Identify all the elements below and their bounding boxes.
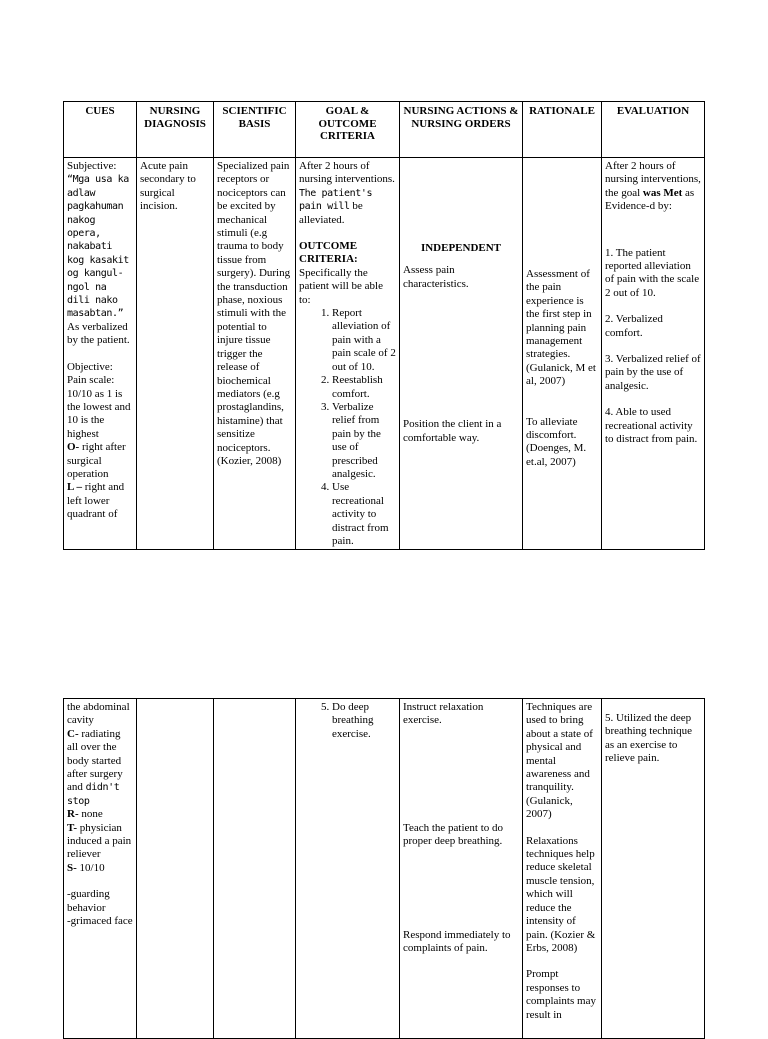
header-row	[64, 102, 705, 158]
verbalized-note: As verbalized by the patient.	[67, 320, 130, 347]
basis-text: Specialized pain receptors or nociceptors can be excited by mechanical stimuli (e.g trauma to body tissue from surgery). During the transduction phase, noxious stimuli with the potential to injure tissue trigger the release of biochemical mediators (e.g prostaglandins, histamine) that sensitize nociceptors. (Kozier, 2008)	[217, 160, 291, 467]
outcome-criteria-label: OUTCOME CRITERIA:	[299, 240, 358, 266]
treatment-value: physician induced a pain reliever	[67, 821, 132, 861]
goal-statement	[299, 187, 396, 227]
rationale-cell-continued	[523, 699, 602, 1039]
outcome-item: 5. Do deep breathing exercise.	[332, 701, 396, 741]
action-teach-deep-breathing: Teach the patient to do proper deep breathing.	[403, 821, 504, 848]
character-label: C-	[67, 727, 79, 740]
basis-cell	[214, 158, 296, 550]
goal-text: The patient's pain will	[299, 187, 373, 213]
location-text	[67, 481, 133, 521]
cues-continuation: the abdominal cavity	[67, 701, 130, 727]
actions-cell-continued	[400, 699, 523, 1039]
action-assess-pain: Assess pain characteristics.	[403, 264, 469, 290]
action-position-client: Position the client in a comfortable way.	[403, 418, 502, 444]
evaluation-item-2: 2. Verbalized comfort.	[605, 313, 663, 339]
treatment-text	[67, 822, 133, 862]
character-text	[67, 728, 133, 808]
severity-value: 10/10	[76, 861, 105, 874]
subjective-label: Subjective:	[67, 160, 117, 172]
rationale-techniques: Techniques are used to bring about a state of physical and mental awareness and tranquility. (Gulanick, 2007)	[526, 701, 593, 821]
outcome-item: 1. Report alleviation of pain with a pain scale of 2 out of 10.	[332, 307, 396, 374]
treatment-label: T-	[67, 821, 77, 834]
cues-cell-continued	[64, 699, 137, 1039]
severity-label: S-	[67, 861, 77, 874]
rationale-alleviate: To alleviate discomfort. (Doenges, M. et.al, 2007)	[526, 415, 587, 468]
action-instruct-relaxation: Instruct relaxation exercise.	[403, 701, 484, 727]
care-plan-table-bottom	[63, 698, 705, 1039]
independent-label: INDEPENDENT	[420, 242, 502, 254]
content-row	[64, 158, 705, 550]
goal-cell	[296, 158, 400, 550]
diagnosis-cell	[137, 158, 214, 550]
outcome-specifically: Specifically the patient will be able to:	[299, 266, 383, 306]
didnt-stop-text: didn't stop	[67, 782, 120, 807]
evaluation-intro-a: After 2 hours of nursing interventions, the goal	[605, 160, 701, 199]
outcome-item: 2. Reestablish comfort.	[332, 374, 396, 401]
content-row-continued	[64, 699, 705, 1039]
header-rationale: RATIONALE	[523, 102, 602, 158]
evaluation-intro	[605, 160, 701, 214]
outcome-list	[299, 307, 396, 548]
character-value: radiating all over the body started after surgery and	[67, 727, 123, 794]
radiation-label: R-	[67, 808, 79, 821]
rationale-cell	[523, 158, 602, 550]
goal-tail: be alleviated.	[299, 200, 363, 226]
care-plan-table-top	[63, 101, 705, 550]
evaluation-cell-continued	[602, 699, 705, 1039]
header-scientific-basis: SCIENTIFIC BASIS	[214, 102, 296, 158]
header-nursing-diagnosis: NURSING DIAGNOSIS	[137, 102, 214, 158]
basis-cell-continued	[214, 699, 296, 1039]
evaluation-intro-b: as Evidence-d by:	[605, 186, 695, 213]
action-respond-complaints: Respond immediately to complaints of pain.	[403, 928, 511, 955]
onset-label: O-	[67, 441, 80, 454]
objective-label: Objective:	[67, 360, 113, 373]
pain-scale-text: Pain scale: 10/10 as 1 is the lowest and 10 is the highest	[67, 374, 131, 440]
grimaced-face: -grimaced face	[67, 915, 133, 928]
header-evaluation: EVALUATION	[602, 102, 705, 158]
goal-cell-continued	[296, 699, 400, 1039]
actions-cell	[400, 158, 523, 550]
rationale-prompt-response: Prompt responses to complaints may result in	[526, 968, 596, 1021]
evaluation-item-4: 4. Able to used recreational activity to distract from pain.	[605, 406, 698, 446]
outcome-list-continued	[299, 701, 396, 741]
onset-value: right after surgical operation	[67, 441, 126, 480]
location-label: L –	[67, 481, 82, 494]
rationale-relaxation: Relaxations techniques help reduce skeletal muscle tension, which will reduce the intensity of pain. (Kozier & Erbs, 2008)	[526, 834, 596, 954]
radiation-text	[67, 808, 133, 821]
diagnosis-cell-continued	[137, 699, 214, 1039]
evaluation-item-5: 5. Utilized the deep breathing technique as an exercise to relieve pain.	[605, 712, 693, 765]
guarding-behavior: -guarding behavior	[67, 888, 110, 914]
goal-intro: After 2 hours of nursing interventions.	[299, 160, 395, 186]
cues-cell	[64, 158, 137, 550]
header-cues: CUES	[64, 102, 137, 158]
location-value: right and left lower quadrant of	[67, 481, 125, 521]
header-nursing-actions: NURSING ACTIONS & NURSING ORDERS	[400, 102, 523, 158]
evaluation-item-1: 1. The patient reported alleviation of pain with the scale 2 out of 10.	[605, 246, 700, 299]
evaluation-was-met: was Met	[642, 186, 683, 199]
rationale-assessment: Assessment of the pain experience is the first step in planning pain management strategies. (Gulanick, M et al, 2007)	[526, 268, 596, 388]
outcome-item: 3. Verbalize relief from pain by the use of prescribed analgesic.	[332, 401, 396, 481]
header-goal-outcome: GOAL & OUTCOME CRITERIA	[296, 102, 400, 158]
evaluation-item-3: 3. Verbalized relief of pain by the use of analgesic.	[605, 353, 701, 392]
diagnosis-text: Acute pain secondary to surgical incision.	[140, 160, 196, 213]
severity-text	[67, 862, 133, 875]
evaluation-cell	[602, 158, 705, 550]
subjective-quote: “Mga usa ka adlaw pagkahuman nakog opera, nakabati kog kasakit og kangul-ngol na dili nako masabtan.”	[67, 174, 129, 320]
onset-text	[67, 441, 133, 481]
outcome-item: 4. Use recreational activity to distract from pain.	[332, 481, 396, 548]
radiation-value: none	[78, 808, 103, 821]
